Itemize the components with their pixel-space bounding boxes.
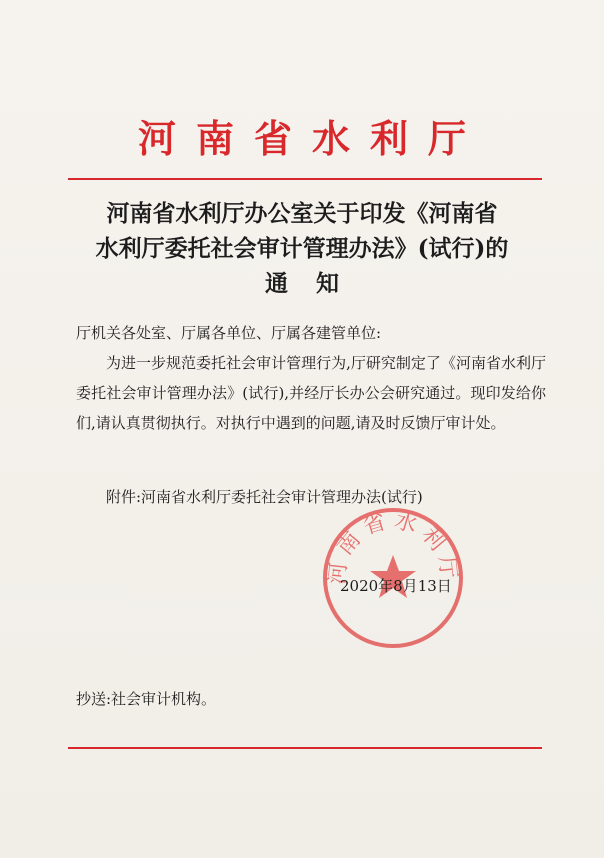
document-body [76, 318, 546, 438]
org-header: 河南省水利厅 [137, 116, 486, 161]
document-title [60, 196, 544, 301]
seal-text: 河南省水利厅 [324, 508, 462, 586]
attachment-line: 附件:河南省水利厅委托社会审计管理办法(试行) [106, 488, 423, 506]
cc-line: 抄送:社会审计机构。 [76, 690, 217, 708]
header-red-rule [68, 178, 542, 180]
title-line-3: 通知 [265, 270, 367, 297]
recipients-line: 厅机关各处室、厅属各单位、厅属各建管单位: [76, 324, 382, 342]
body-paragraph: 为进一步规范委托社会审计管理行为,厅研究制定了《河南省水利厅委托社会审计管理办法》(试行),并经厅长办公会研究通过。现印发给你们,请认真贯彻执行。对执行中遇到的问题,请及时反馈厅审计处。 [76, 354, 546, 432]
footer-red-rule [68, 747, 542, 749]
title-line-2: 水利厅委托社会审计管理办法》(试行)的 [95, 235, 509, 262]
title-line-1: 河南省水利厅办公室关于印发《河南省 [106, 200, 498, 227]
issue-date: 2020年8月13日 [340, 577, 452, 595]
